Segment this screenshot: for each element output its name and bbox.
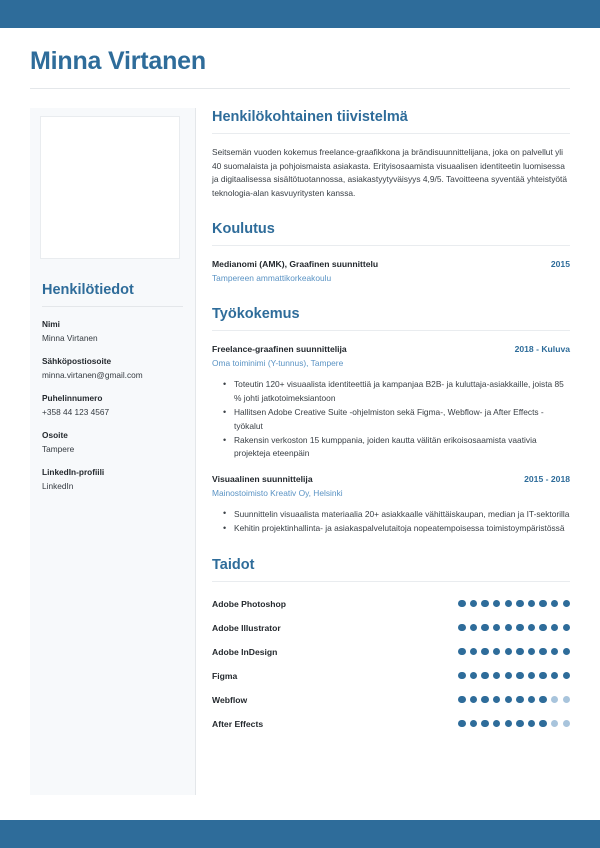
skill-level-dots	[458, 624, 570, 632]
summary-text: Seitsemän vuoden kokemus freelance-graafikkona ja brändisuunnittelijana, joka on palvellut yli 40 suomalaista ja pohjoismaista asiakasta. Erityisosaamista visuaalisen identiteetin luomisessa ja digitaalisessa sisältötuotannossa, asiakastyytyväisyys 4,9/5. Tavoitteena syventää yhteistyötä teknologia-alan kasvuyritysten kanssa.	[212, 147, 568, 198]
skill-dot-filled	[516, 720, 524, 728]
entry-subtitle: Oma toiminimi (Y-tunnus), Tampere	[212, 358, 344, 369]
entry-date: 2018 - Kuluva	[514, 344, 570, 355]
entry-bullet: • Rakensin verkoston 15 kumppania, joiden kautta välitän erikoisosaamista vaativia projekteja eteenpäin	[234, 434, 570, 461]
skill-dot-filled	[458, 600, 466, 608]
skill-dot-filled	[539, 624, 547, 632]
entry-header	[212, 258, 570, 271]
entry-bullet: • Suunnittelin visuaalista materiaalia 20+ asiakkaalle vähittäiskaupan, median ja IT-sektorilla	[234, 508, 570, 521]
skill-dot-filled	[505, 624, 513, 632]
skill-row	[212, 640, 570, 664]
experience-entry-list	[212, 343, 570, 535]
detail-group	[42, 466, 183, 492]
skill-dot-filled	[528, 648, 536, 656]
skill-name: Adobe Illustrator	[212, 622, 281, 633]
skill-dot-filled	[470, 720, 478, 728]
skill-dot-filled	[539, 600, 547, 608]
entry-title: Medianomi (AMK), Graafinen suunnittelu	[212, 259, 379, 270]
section-skills	[212, 556, 570, 736]
skill-row	[212, 712, 570, 736]
entry	[212, 343, 570, 460]
skill-dot-filled	[505, 696, 513, 704]
skill-dot-filled	[505, 648, 513, 656]
skill-dot-filled	[470, 672, 478, 680]
skill-row	[212, 664, 570, 688]
skill-dot-filled	[481, 624, 489, 632]
skill-dot-filled	[458, 648, 466, 656]
detail-label: LinkedIn-profiili	[42, 467, 105, 477]
education-entry-list	[212, 258, 570, 285]
entry	[212, 258, 570, 285]
skill-row	[212, 688, 570, 712]
footer-accent-band	[0, 820, 600, 848]
main-column	[212, 108, 570, 738]
skill-dot-filled	[458, 624, 466, 632]
sidebar-heading-personal-details: Henkilötiedot	[42, 282, 134, 298]
skill-dot-empty	[551, 720, 559, 728]
entry-bullet: • Hallitsen Adobe Creative Suite -ohjelmiston sekä Figma-, Webflow- ja After Effects -työkalut	[234, 406, 570, 433]
skill-row	[212, 592, 570, 616]
detail-label: Sähköpostiosoite	[42, 356, 112, 366]
detail-value: Tampere	[42, 444, 75, 454]
spacer-education-experience	[212, 287, 570, 305]
section-summary	[212, 108, 570, 200]
skill-dot-filled	[505, 672, 513, 680]
skill-dot-filled	[516, 600, 524, 608]
skill-dot-empty	[563, 720, 571, 728]
skill-dot-filled	[470, 648, 478, 656]
skill-dot-filled	[539, 720, 547, 728]
skill-dot-filled	[563, 672, 571, 680]
entry-bullet: • Toteutin 120+ visuaalista identiteettiä ja kampanjaa B2B- ja kuluttaja-asiakkaille, joista 85 % johti jatkotoimeksiantoon	[234, 378, 570, 405]
section-experience	[212, 305, 570, 535]
page-title: Minna Virtanen	[30, 47, 206, 75]
entry-subtitle: Mainostoimisto Kreativ Oy, Helsinki	[212, 487, 343, 498]
header-accent-band	[0, 0, 600, 28]
name-header	[30, 46, 570, 89]
skills-list	[212, 592, 570, 736]
skill-dot-filled	[481, 696, 489, 704]
skill-dot-filled	[458, 672, 466, 680]
skill-name: Webflow	[212, 694, 248, 705]
personal-details-list	[42, 318, 183, 492]
skill-level-dots	[458, 720, 570, 728]
skill-name: Adobe InDesign	[212, 646, 278, 657]
skill-dot-filled	[493, 624, 501, 632]
skill-name: After Effects	[212, 718, 264, 729]
entry-bullet-list	[212, 378, 570, 460]
skill-dot-filled	[481, 672, 489, 680]
skill-level-dots	[458, 696, 570, 704]
entry-date: 2015	[550, 259, 570, 270]
entry-header	[212, 343, 570, 356]
skill-level-dots	[458, 648, 570, 656]
skill-dot-filled	[493, 696, 501, 704]
skill-dot-filled	[539, 672, 547, 680]
skill-dot-filled	[481, 600, 489, 608]
skill-dot-filled	[516, 648, 524, 656]
skill-dot-filled	[470, 600, 478, 608]
section-heading-summary: Henkilökohtainen tiivistelmä	[212, 109, 408, 125]
skill-dot-filled	[493, 600, 501, 608]
skill-dot-filled	[551, 600, 559, 608]
name-divider	[30, 88, 570, 89]
spacer-summary-education	[212, 202, 570, 220]
sidebar-heading-divider	[42, 306, 183, 307]
skill-dot-filled	[458, 696, 466, 704]
profile-photo-placeholder	[40, 116, 180, 259]
sidebar	[30, 108, 196, 795]
spacer-experience-skills	[212, 538, 570, 556]
detail-group	[42, 355, 183, 381]
entry-subtitle: Tampereen ammattikorkeakoulu	[212, 273, 332, 284]
skill-dot-filled	[505, 720, 513, 728]
section-divider-experience	[212, 330, 570, 331]
skill-dot-filled	[528, 672, 536, 680]
entry-bullet-list	[212, 508, 570, 536]
skill-dot-filled	[470, 696, 478, 704]
section-divider-summary	[212, 133, 570, 134]
skill-dot-filled	[563, 600, 571, 608]
detail-group	[42, 429, 183, 455]
section-divider-education	[212, 245, 570, 246]
skill-dot-filled	[493, 648, 501, 656]
skill-dot-filled	[528, 624, 536, 632]
entry	[212, 473, 570, 536]
skill-dot-empty	[551, 696, 559, 704]
detail-group	[42, 392, 183, 418]
skill-dot-filled	[563, 624, 571, 632]
section-divider-skills	[212, 581, 570, 582]
skill-dot-filled	[516, 696, 524, 704]
section-heading-skills: Taidot	[212, 556, 255, 573]
detail-label: Osoite	[42, 430, 68, 440]
entry-header	[212, 473, 570, 486]
skill-dot-filled	[551, 648, 559, 656]
detail-value: LinkedIn	[42, 481, 74, 491]
skill-dot-filled	[458, 720, 466, 728]
detail-value: Minna Virtanen	[42, 333, 98, 343]
skill-dot-empty	[563, 696, 571, 704]
skill-dot-filled	[481, 648, 489, 656]
detail-value: minna.virtanen@gmail.com	[42, 370, 143, 380]
entry-bullet: • Kehitin projektinhallinta- ja asiakaspalvelutaitoja nopeatempoisessa toimistoympäristössä	[234, 522, 570, 535]
detail-value: +358 44 123 4567	[42, 407, 110, 417]
skill-dot-filled	[539, 648, 547, 656]
section-heading-experience: Työkokemus	[212, 306, 300, 323]
skill-level-dots	[458, 672, 570, 680]
detail-label: Nimi	[42, 319, 60, 329]
skill-dot-filled	[551, 624, 559, 632]
skill-dot-filled	[551, 672, 559, 680]
entry-title: Freelance-graafinen suunnittelija	[212, 344, 347, 355]
entry-date: 2015 - 2018	[524, 473, 570, 484]
entry-title: Visuaalinen suunnittelija	[212, 473, 313, 484]
skill-dot-filled	[481, 720, 489, 728]
skill-dot-filled	[528, 600, 536, 608]
skill-dot-filled	[505, 600, 513, 608]
section-heading-education: Koulutus	[212, 221, 275, 238]
skill-name: Figma	[212, 670, 238, 681]
skill-dot-filled	[470, 624, 478, 632]
skill-dot-filled	[493, 720, 501, 728]
detail-label: Puhelinnumero	[42, 393, 103, 403]
skill-dot-filled	[539, 696, 547, 704]
skill-row	[212, 616, 570, 640]
section-education	[212, 220, 570, 285]
skill-dot-filled	[528, 720, 536, 728]
skill-name: Adobe Photoshop	[212, 598, 286, 609]
detail-group	[42, 318, 183, 344]
skill-dot-filled	[516, 624, 524, 632]
resume-body	[0, 108, 600, 798]
skill-dot-filled	[563, 648, 571, 656]
skill-dot-filled	[493, 672, 501, 680]
skill-dot-filled	[516, 672, 524, 680]
skill-dot-filled	[528, 696, 536, 704]
skill-level-dots	[458, 600, 570, 608]
